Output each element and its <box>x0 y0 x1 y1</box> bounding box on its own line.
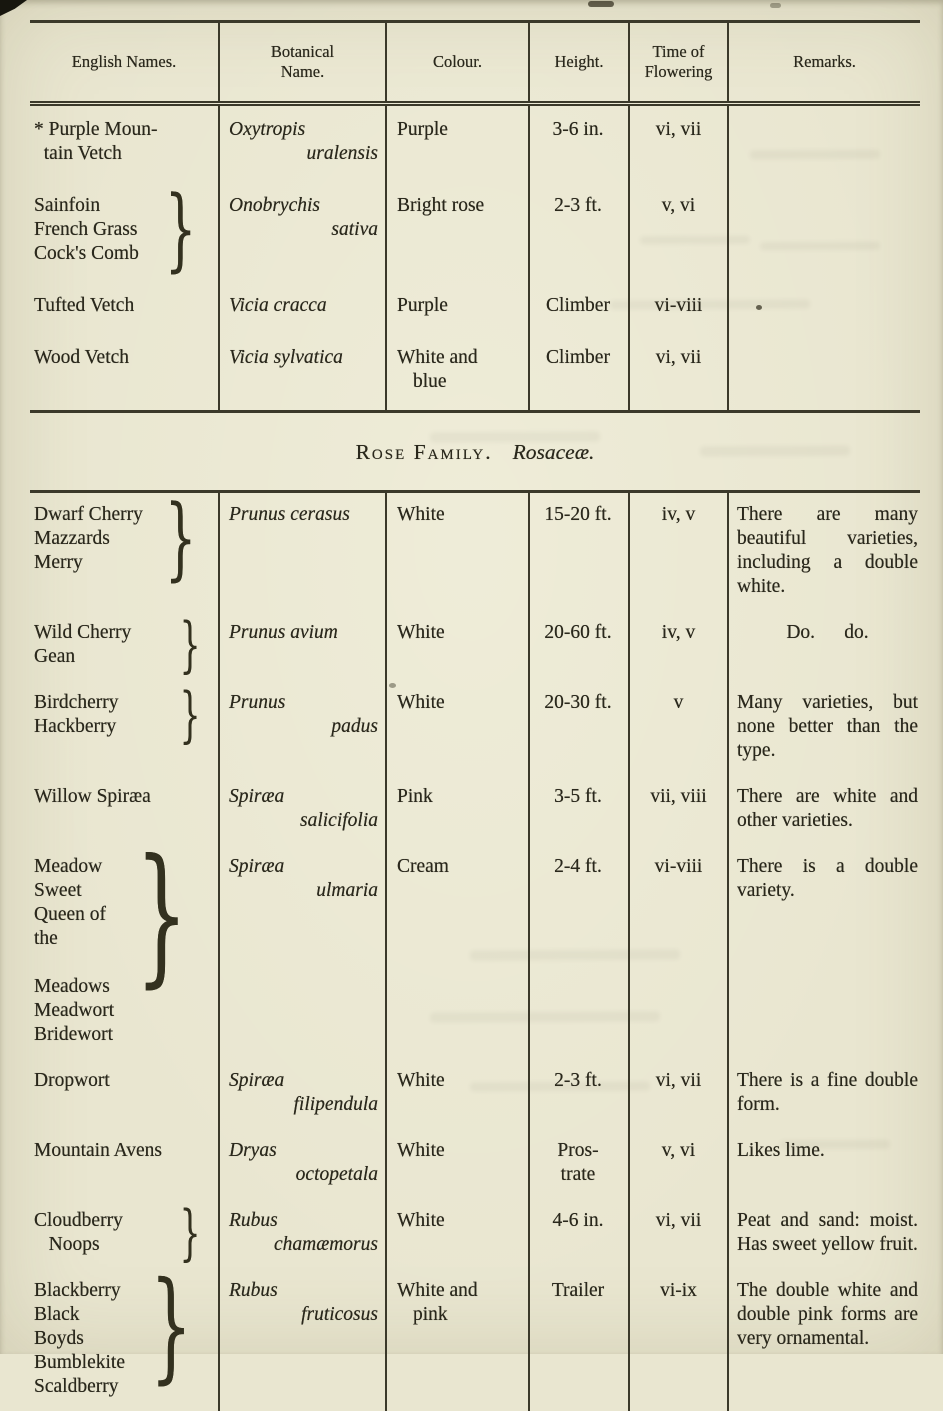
column-header <box>385 23 528 101</box>
height-line: 4-6 in. <box>552 1210 604 1231</box>
english-name-cell <box>30 775 218 845</box>
botanical-name-line: sativa <box>331 219 378 240</box>
english-name-line: Blackberry <box>34 1280 121 1301</box>
colour-line: White <box>397 1210 445 1231</box>
column-header-label <box>72 52 177 72</box>
english-name-line: Wild Cherry <box>34 622 132 643</box>
flowering-time-cell: vi-viii <box>628 282 727 334</box>
colour-cell <box>385 1199 528 1269</box>
remarks-cell <box>727 182 920 282</box>
height-line: 15-20 ft. <box>544 504 612 525</box>
botanical-name-cell <box>218 334 385 410</box>
flowering-time-cell: v, vi <box>628 182 727 282</box>
remarks-cell: There is a fine double form. <box>727 1059 920 1129</box>
english-name-cell <box>30 334 218 410</box>
english-name-line: Bumblekite <box>34 1352 125 1373</box>
english-name <box>34 503 143 599</box>
colour-line: White and <box>397 347 478 368</box>
flowering-time-cell: iv, v <box>628 493 727 611</box>
botanical-name-cell <box>218 282 385 334</box>
brace-icon: } <box>135 828 189 1002</box>
column-header-label <box>433 52 482 72</box>
english-name-cell <box>30 1129 218 1199</box>
height-line: 2-3 ft. <box>554 195 602 216</box>
column-header <box>628 23 727 101</box>
english-name-line: Mazzards <box>34 528 110 549</box>
colour-cell <box>385 106 528 182</box>
english-name-line: Wood Vetch <box>34 347 130 368</box>
height-line: 20-60 ft. <box>544 622 612 643</box>
flowering-time-cell: vi, vii <box>628 1059 727 1129</box>
english-name-line: Scaldberry <box>34 1376 119 1397</box>
english-name-line: Birdcherry <box>34 692 119 713</box>
botanical-name-cell <box>218 182 385 282</box>
botanical-name-line: Vicia cracca <box>229 295 327 316</box>
flowering-time-cell: vi, vii <box>628 106 727 182</box>
flowering-time-cell: vi, vii <box>628 1199 727 1269</box>
brace-icon: } <box>179 680 201 750</box>
botanical-name-line: chamæmorus <box>273 1234 378 1255</box>
english-name-cell <box>30 681 218 775</box>
colour-cell <box>385 334 528 410</box>
english-name-line: Bridewort <box>34 1024 114 1045</box>
english-name <box>34 785 151 833</box>
table-header-row <box>30 23 920 106</box>
height-line: 2-4 ft. <box>554 856 602 877</box>
colour-cell <box>385 493 528 611</box>
table-row <box>30 681 920 775</box>
height-line: 20-30 ft. <box>544 692 612 713</box>
colour-cell <box>385 611 528 681</box>
table-row <box>30 486 920 611</box>
column-header-label <box>271 42 334 82</box>
height-cell <box>528 1129 628 1199</box>
remarks-cell <box>727 334 920 410</box>
english-name <box>34 1139 162 1187</box>
table-row <box>30 334 920 410</box>
scan-speck-artifact <box>588 1 614 7</box>
flowering-time-cell: vi, vii <box>628 334 727 410</box>
colour-cell <box>385 182 528 282</box>
english-name-line: * Purple Moun- <box>34 119 158 140</box>
english-name-cell <box>30 106 218 182</box>
column-header <box>528 23 628 101</box>
botanical-name-cell <box>218 681 385 775</box>
botanical-name-line: Prunus avium <box>229 622 338 643</box>
english-name <box>34 1279 133 1399</box>
header-line: Colour. <box>432 52 483 71</box>
english-name-line: Queen of the <box>34 904 111 949</box>
flowering-time-cell: vi-viii <box>628 845 727 1059</box>
botanical-name-cell <box>218 1059 385 1129</box>
column-header-label <box>645 42 713 82</box>
colour-line: White <box>397 504 445 525</box>
botanical-name-cell <box>218 493 385 611</box>
table-row <box>30 177 920 282</box>
ghost-text-artifact <box>610 299 810 309</box>
botanical-name-line: Prunus cerasus <box>229 504 350 525</box>
remarks-cell <box>727 106 920 182</box>
botanical-name-cell <box>218 775 385 845</box>
colour-line: White <box>397 622 445 643</box>
colour-cell <box>385 1059 528 1129</box>
scan-speck-artifact <box>770 3 781 8</box>
colour-line: Pink <box>397 786 433 807</box>
english-name-cell <box>30 828 218 1059</box>
height-cell <box>528 106 628 182</box>
height-cell <box>528 775 628 845</box>
remarks-cell: Likes lime. <box>727 1129 920 1199</box>
botanical-name-cell <box>218 1199 385 1269</box>
english-name-line: Meadwort <box>34 1000 115 1021</box>
height-line: Pros- <box>557 1140 599 1161</box>
colour-cell <box>385 282 528 334</box>
english-name-line: tain Vetch <box>34 143 122 164</box>
botanical-name-line: padus <box>331 716 378 737</box>
ghost-text-artifact <box>640 236 750 245</box>
brace-icon: } <box>164 177 197 282</box>
botanical-name-line: Oxytropis <box>229 119 306 140</box>
remarks-cell: There are white and other varieties. <box>727 775 920 845</box>
english-name-line: Merry <box>34 552 83 573</box>
english-name-line: Gean <box>34 646 76 667</box>
height-line: trate <box>560 1164 596 1185</box>
colour-cell <box>385 775 528 845</box>
flowering-time-cell: v, vi <box>628 1129 727 1199</box>
english-name-line: Mountain Avens <box>34 1140 163 1161</box>
botanical-name-cell <box>218 845 385 1059</box>
english-name <box>34 118 158 166</box>
english-name-line: Cloudberry <box>34 1210 123 1231</box>
remarks-cell: Many varieties, but none better than the type. <box>727 681 920 775</box>
ghost-text-artifact <box>700 446 850 457</box>
english-name <box>34 294 134 318</box>
table-row <box>30 1059 920 1129</box>
remarks-cell: The double white and double pink forms are very ornamental. <box>727 1269 920 1411</box>
botanical-name-line: octopetala <box>295 1164 378 1185</box>
botanical-name-line: Rubus <box>229 1210 278 1231</box>
height-cell <box>528 1059 628 1129</box>
header-line: Remarks. <box>793 52 856 71</box>
height-cell <box>528 182 628 282</box>
english-name <box>34 346 129 394</box>
height-line: Trailer <box>551 1280 605 1301</box>
english-name-line: Black Boyds <box>34 1304 85 1349</box>
ghost-text-artifact <box>750 150 880 160</box>
flowering-time-cell: iv, v <box>628 611 727 681</box>
colour-line: Purple <box>397 119 448 140</box>
colour-cell <box>385 1269 528 1411</box>
ghost-text-artifact <box>470 949 680 960</box>
botanical-name-cell <box>218 611 385 681</box>
height-cell <box>528 1269 628 1411</box>
english-name <box>34 691 118 763</box>
height-line: Climber <box>546 295 610 316</box>
botanical-name-line: fruticosus <box>301 1304 378 1325</box>
ghost-text-artifact <box>470 1082 650 1092</box>
colour-line: blue <box>413 371 447 392</box>
botanical-name-line: filipendula <box>293 1094 378 1115</box>
column-header-label <box>793 52 856 72</box>
header-line: Botanical <box>270 42 335 61</box>
flowering-time-cell: vi-ix <box>628 1269 727 1411</box>
english-name <box>34 1069 110 1117</box>
english-name-line: Tufted Vetch <box>34 295 135 316</box>
botanical-name-line: Spiræa <box>229 1070 285 1091</box>
english-name-line: Hackberry <box>34 716 117 737</box>
english-name-cell <box>30 177 218 282</box>
english-name-cell <box>30 611 218 681</box>
english-name-line: Dropwort <box>34 1070 110 1091</box>
remarks-cell: There is a double variety. <box>727 845 920 1059</box>
english-name <box>34 1209 123 1257</box>
height-cell <box>528 493 628 611</box>
colour-line: Cream <box>397 856 449 877</box>
scan-corner-artifact <box>0 0 27 16</box>
header-line: Time of <box>652 42 705 61</box>
botanical-name-line: salicifolia <box>300 810 378 831</box>
colour-cell <box>385 681 528 775</box>
english-name <box>34 855 114 1047</box>
family-name-latin: Rosaceæ. <box>512 440 595 464</box>
botanical-name-cell <box>218 1129 385 1199</box>
brace-icon: } <box>179 610 201 680</box>
remarks-cell: There are many beautiful varieties, including a double white. <box>727 493 920 611</box>
botanical-name-line: Rubus <box>229 1280 278 1301</box>
table-row <box>30 1257 920 1411</box>
botanical-name-line: ulmaria <box>316 880 378 901</box>
remarks-cell: Do. do. <box>727 611 920 681</box>
english-name-cell <box>30 1257 218 1411</box>
english-name-cell <box>30 486 218 611</box>
colour-line: White <box>397 1070 445 1091</box>
english-name-line: Meadows <box>34 952 110 997</box>
height-cell <box>528 611 628 681</box>
english-name-line: Willow Spiræa <box>34 786 151 807</box>
height-line: 3-6 in. <box>552 119 604 140</box>
column-header <box>727 23 920 101</box>
flowering-time-cell: vii, viii <box>628 775 727 845</box>
english-name-line: French Grass <box>34 219 138 240</box>
botanical-name-line: uralensis <box>306 143 378 164</box>
brace-icon: } <box>149 1257 192 1396</box>
brace-icon: } <box>179 1198 201 1268</box>
english-name <box>34 621 131 669</box>
family-name-english: Rose Family. <box>355 440 493 464</box>
height-cell <box>528 334 628 410</box>
table-row <box>30 106 920 182</box>
remarks-cell: Peat and sand: moist. Has sweet yellow fruit. <box>727 1199 920 1269</box>
colour-line: White and <box>397 1280 478 1301</box>
ghost-text-artifact <box>760 242 880 251</box>
botanical-name-line: Dryas <box>229 1140 277 1161</box>
colour-line: Bright rose <box>397 195 485 216</box>
english-name-line: Dwarf Cherry <box>34 504 143 525</box>
english-name-line: Meadow Sweet <box>34 856 108 901</box>
botanical-name-line: Spiræa <box>229 786 285 807</box>
english-name-line: Sainfoin <box>34 195 101 216</box>
botanical-name-cell <box>218 106 385 182</box>
scan-speck-artifact <box>389 683 396 688</box>
brace-icon: } <box>164 486 197 591</box>
column-header-label <box>554 52 603 72</box>
ghost-text-artifact <box>430 1011 660 1022</box>
colour-line: pink <box>413 1304 448 1325</box>
english-name-line: Noops <box>34 1234 100 1255</box>
colour-cell <box>385 1129 528 1199</box>
botanical-name-line: Vicia sylvatica <box>229 347 343 368</box>
english-name-cell <box>30 1059 218 1129</box>
colour-line: Purple <box>397 295 448 316</box>
height-line: 3-5 ft. <box>554 786 602 807</box>
height-cell <box>528 681 628 775</box>
english-name <box>34 194 139 266</box>
table-row <box>30 611 920 681</box>
colour-line: White <box>397 692 445 713</box>
height-line: Climber <box>546 347 610 368</box>
plant-table-pea-family <box>30 20 920 413</box>
ghost-text-artifact <box>780 1140 890 1150</box>
botanical-name-line: Spiræa <box>229 856 285 877</box>
height-cell <box>528 1199 628 1269</box>
ghost-text-artifact <box>430 432 600 443</box>
header-line: English Names. <box>71 52 177 71</box>
header-line: Flowering <box>644 62 713 81</box>
botanical-name-line: Onobrychis <box>229 195 320 216</box>
english-name-cell <box>30 282 218 334</box>
header-line: Height. <box>554 52 604 71</box>
column-header <box>30 23 218 101</box>
colour-line: White <box>397 1140 445 1161</box>
height-line: 2-3 ft. <box>554 1070 602 1091</box>
english-name-line: Cock's Comb <box>34 243 139 264</box>
botanical-name-line: Prunus <box>229 692 286 713</box>
botanical-name-cell <box>218 1269 385 1411</box>
header-line: Name. <box>280 62 325 81</box>
column-header <box>218 23 385 101</box>
flowering-time-cell: v <box>628 681 727 775</box>
